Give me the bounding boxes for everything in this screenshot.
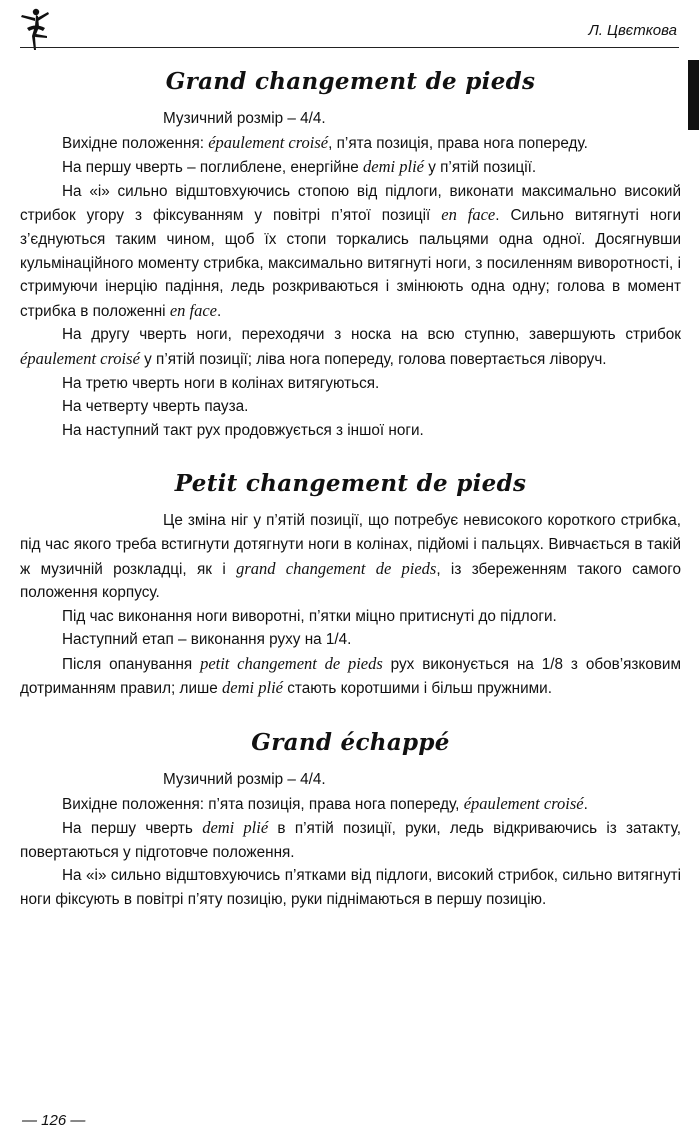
header-rule bbox=[20, 47, 679, 48]
paragraph: Наступний етап – виконання руху на 1/4. bbox=[62, 631, 352, 649]
paragraph: Вихідне положення: épaulement croisé, п’ята позиція, права нога попереду. bbox=[62, 132, 588, 152]
paragraph: На четверту чверть пауза. bbox=[62, 398, 249, 416]
section-title-grand-changement: Grand changement de pieds bbox=[165, 68, 536, 95]
paragraph: На першу чверть – поглиблене, енергійне demi plié у п’ятій позиції. bbox=[62, 157, 537, 177]
paragraph: На наступний такт рух продовжується з іншої ноги. bbox=[62, 421, 424, 439]
section-gap bbox=[20, 442, 681, 470]
music-meter: Музичний розмір – 4/4. bbox=[163, 771, 326, 789]
section-title-grand-echappe: Grand échappé bbox=[251, 729, 450, 757]
paragraph: На першу чверть demi plié в п’ятій позиції, руки, ледь відкриваючись із затакту, повертаються у підготовче положення. bbox=[20, 818, 681, 861]
page-number: — 126 — bbox=[22, 1112, 86, 1129]
paragraph: Під час виконання ноги виворотні, п’ятки міцно притиснуті до підлоги. bbox=[62, 607, 557, 625]
paragraph: Після опанування petit changement de pieds рух виконується на 1/8 з обов’язковим дотриманням правил; лише demi plié стають коротшими і більш пружними. bbox=[20, 653, 681, 698]
page-edge-mark bbox=[688, 60, 699, 130]
ballerina-silhouette-icon bbox=[14, 6, 54, 52]
paragraph: На другу чверть ноги, переходячи з носка на всю ступню, завершують стрибок épaulement croisé у п’ятій позиції; ліва нога попереду, голова повертається ліворуч. bbox=[20, 326, 681, 368]
running-head-author: Л. Цвєткова bbox=[588, 22, 677, 39]
section-gap bbox=[20, 701, 681, 729]
section-title-petit-changement: Petit changement de pieds bbox=[174, 470, 527, 498]
page-header bbox=[0, 0, 699, 56]
paragraph: На третю чверть ноги в колінах витягуються. bbox=[62, 374, 380, 392]
page-content bbox=[20, 68, 681, 912]
paragraph: Вихідне положення: п’ята позиція, права нога попереду, épaulement croisé. bbox=[62, 793, 588, 813]
paragraph: На «і» сильно відштовхуючись п’ятками від підлоги, високий стрибок, сильно витягнуті ноги фіксують в повітрі п’яту позицію, руки піднімаються в першу позицію. bbox=[20, 867, 681, 909]
paragraph: Це зміна ніг у п’ятій позиції, що потребує невисокого короткого стрибка, під час якого треба встигнути дотягнути ноги в колінах, підйомі і пальцях. Вивчається в такій ж музичній розкладці, як і grand changement de pieds, із збереженням такого самого положення корпусу. bbox=[20, 512, 681, 602]
music-meter: Музичний розмір – 4/4. bbox=[163, 110, 326, 127]
paragraph: На «і» сильно відштовхуючись стопою від підлоги, виконати максимально високий стрибок угору з фіксуванням у повітрі п’ятої позиції en face. Сильно витягнуті ноги з’єднуються таким чином, щоб їх стопи торкались пальцями одна одної. Досягнувши кульмінаційного моменту стрибка, максимально витягнуті ноги, з посиленням виворотності, і стримуючи інерцію падіння, ледь розкриваються і змінюють одна одну; голова в момент стрибка в положенні en face. bbox=[20, 182, 681, 320]
